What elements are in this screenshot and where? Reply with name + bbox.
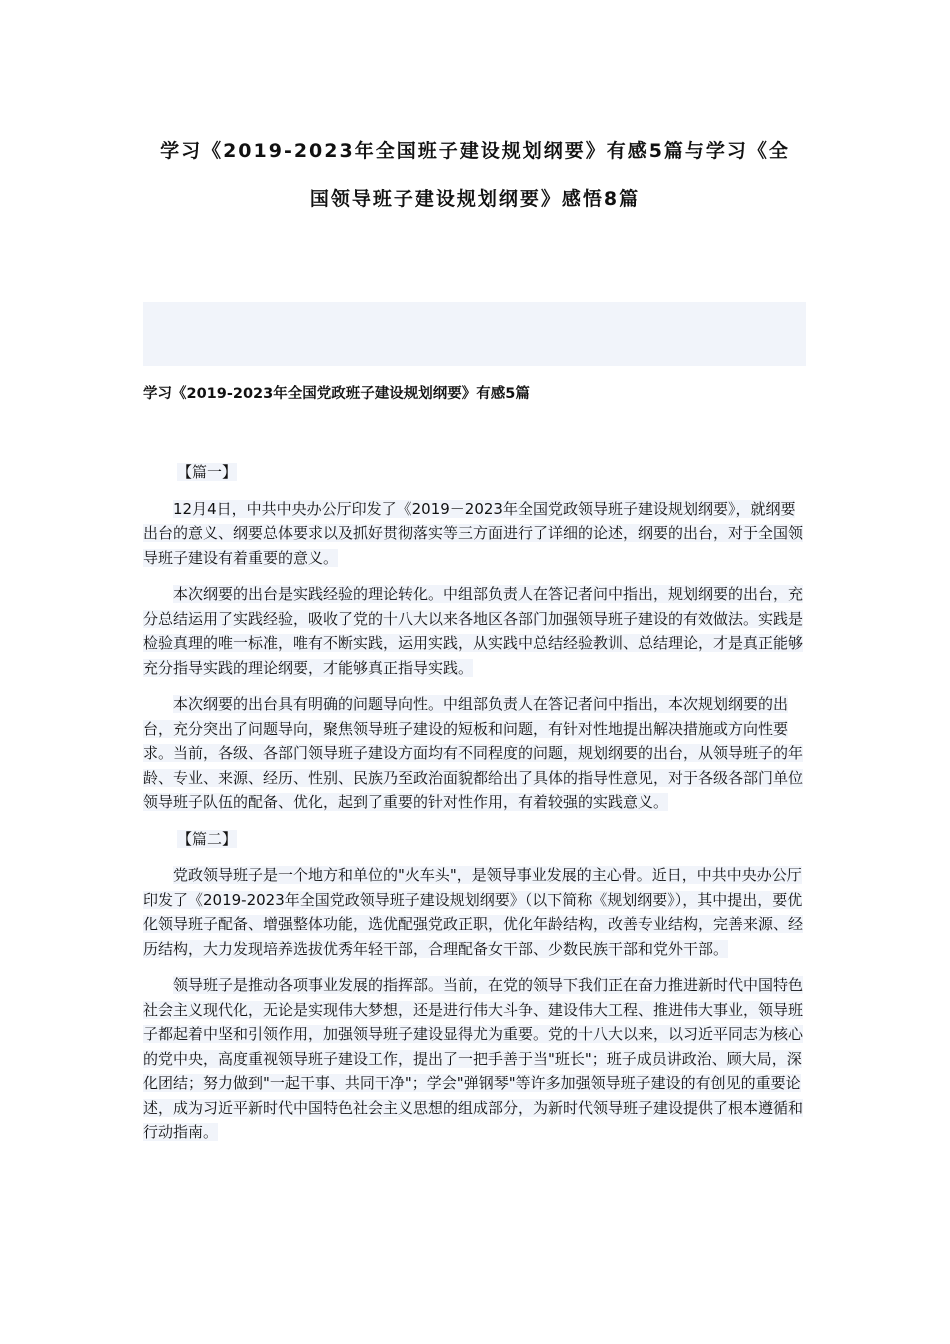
section-heading: 学习《2019-2023年全国党政班子建设规划纲要》有感5篇	[143, 386, 530, 402]
paragraph	[143, 497, 806, 571]
paragraph	[143, 582, 806, 680]
paragraph	[143, 863, 806, 961]
document-title-line-2: 国领导班子建设规划纲要》感悟8篇	[309, 188, 641, 210]
document-body	[143, 460, 806, 1157]
section-label-1	[143, 460, 806, 485]
paragraph	[143, 973, 806, 1145]
paragraph-text: 12月4日，中共中央办公厅印发了《2019－2023年全国党政领导班子建设规划纲要》，就纲要出台的意义、纲要总体要求以及抓好贯彻落实等三方面进行了详细的论述，纲要的出台，对于全国领导班子建设有着重要的意义。	[143, 499, 804, 567]
paragraph	[143, 692, 806, 815]
section-label-2	[143, 827, 806, 852]
document-title-line-1: 学习《2019-2023年全国班子建设规划纲要》有感5篇与学习《全	[160, 140, 790, 162]
paragraph-text: 党政领导班子是一个地方和单位的"火车头"，是领导事业发展的主心骨。近日，中共中央办公厅印发了《2019-2023年全国党政领导班子建设规划纲要》（以下简称《规划纲要》），其中提出，要优化领导班子配备、增强整体功能，选优配强党政正职，优化年龄结构，改善专业结构，完善来源、经历结构，大力发现培养选拔优秀年轻干部，合理配备女干部、少数民族干部和党外干部。	[143, 866, 804, 958]
paragraph-text: 本次纲要的出台是实践经验的理论转化。中组部负责人在答记者问中指出，规划纲要的出台，充分总结运用了实践经验，吸收了党的十八大以来各地区各部门加强领导班子建设的有效做法。实践是检验真理的唯一标准，唯有不断实践，运用实践，从实践中总结经验教训、总结理论，才是真正能够充分指导实践的理论纲要，才能够真正指导实践。	[143, 585, 804, 677]
section-label-text: 【篇二】	[177, 829, 238, 848]
shaded-banner	[143, 302, 806, 366]
section-label-text: 【篇一】	[177, 463, 238, 481]
paragraph-text: 领导班子是推动各项事业发展的指挥部。当前，在党的领导下我们正在奋力推进新时代中国特色社会主义现代化，无论是实现伟大梦想，还是进行伟大斗争、建设伟大工程、推进伟大事业，领导班子都起着中坚和引领作用，加强领导班子建设显得尤为重要。党的十八大以来，以习近平同志为核心的党中央，高度重视领导班子建设工作，提出了一把手善于当"班长"；班子成员讲政治、顾大局，深化团结；努力做到"一起干事、共同干净"；学会"弹钢琴"等许多加强领导班子建设的有创见的重要论述，成为习近平新时代中国特色社会主义思想的组成部分，为新时代领导班子建设提供了根本遵循和行动指南。	[143, 976, 804, 1141]
paragraph-text: 本次纲要的出台具有明确的问题导向性。中组部负责人在答记者问中指出，本次规划纲要的出台，充分突出了问题导向，聚焦领导班子建设的短板和问题，有针对性地提出解决措施或方向性要求。当前，各级、各部门领导班子建设方面均有不同程度的问题，规划纲要的出台，从领导班子的年龄、专业、来源、经历、性别、民族乃至政治面貌都给出了具体的指导性意见，对于各级各部门单位领导班子队伍的配备、优化，起到了重要的针对性作用，有着较强的实践意义。	[143, 695, 804, 811]
